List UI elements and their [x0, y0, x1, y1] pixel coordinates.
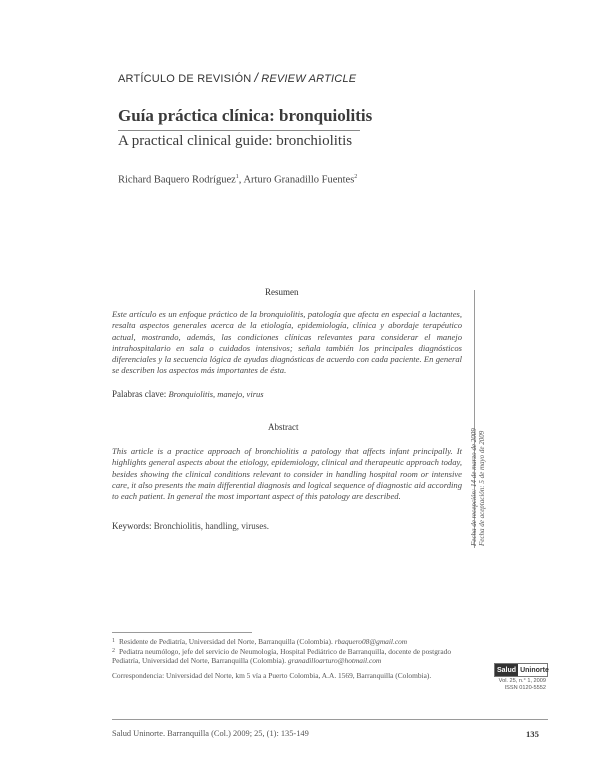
affiliation-mark: 1: [235, 174, 239, 180]
footer-divider: [112, 719, 548, 720]
abstract-heading: Abstract: [268, 422, 299, 432]
author-name: Arturo Granadillo Fuentes: [243, 174, 355, 186]
abstract-text: This article is a practice approach of bronchiolitis a patology that affects infant principally. It highlights general aspects about the etiology, epidemiology, clinical and therapeutic approach today, besides showing the clinical conditions relevant to consider in handling hospital room or intensive care, it also presents the main differential diagnosis and logical sequence of diagnostic aid according to each patient. In general the most important aspect of this patology are described.: [112, 446, 462, 502]
received-date: Fecha de recepción: 14 de marzo de 2009: [470, 428, 478, 546]
author-list: [118, 174, 357, 186]
logo-uninorte: Uninorte: [520, 666, 549, 674]
footnote-email: granadilloarturo@hotmail.com: [287, 656, 382, 666]
title-divider: [118, 130, 360, 131]
journal-info: [490, 678, 546, 692]
keywords-label: Keywords:: [112, 521, 152, 531]
article-title-en: A practical clinical guide: bronchiolitis: [118, 133, 353, 149]
affiliation-mark: 2: [354, 174, 358, 180]
footnote-divider: [112, 632, 252, 633]
keywords-en: [112, 521, 269, 531]
logo-salud: Salud: [495, 664, 518, 676]
footer-citation: Salud Uninorte. Barranquilla (Col.) 2009; 25, (1): 135-149: [112, 729, 309, 738]
correspondence-text: Universidad del Norte, km 5 vía a Puerto Colombia, A.A. 1569, Barranquilla (Colombia).: [166, 671, 432, 680]
footnote-email: rbaquero08@gmail.com: [334, 637, 408, 646]
section-separator: /: [254, 70, 259, 85]
article-title-es: Guía práctica clínica: bronquiolitis: [118, 106, 373, 125]
keywords-value: Bronchiolitis, handling, viruses.: [153, 521, 269, 531]
journal-logo: [494, 663, 548, 677]
section-label: [118, 70, 356, 85]
journal-volume: Vol. 25, n.° 1, 2009: [498, 678, 546, 684]
palabras-clave: [112, 389, 264, 399]
journal-issn: ISSN 0120-5552: [504, 685, 546, 691]
accepted-date: Fecha de aceptación: 5 de mayo de 2009: [478, 430, 486, 546]
footnote-number: 2: [112, 648, 115, 654]
page-number: 135: [526, 729, 539, 739]
submission-dates: [470, 428, 486, 546]
correspondence-label: Correspondencia:: [112, 671, 165, 680]
correspondence: [112, 671, 464, 680]
author-name: Richard Baquero Rodríguez: [118, 174, 236, 186]
author-separator: ,: [238, 174, 244, 186]
section-label-es: ARTÍCULO DE REVISIÓN: [118, 73, 252, 85]
footnote-1: [112, 637, 464, 646]
section-label-en: REVIEW ARTICLE: [261, 73, 357, 85]
footnote-2: [112, 647, 464, 665]
footnote-text: Pediatra neumólogo, jefe del servicio de Neumología, Hospital Pediátrico de Barranquilla, docente de postgrado Pediatría, Universidad del Norte, Barranquilla (Colombia).: [112, 647, 452, 666]
keywords-label: Palabras clave:: [112, 389, 167, 399]
resumen-heading: Resumen: [265, 287, 299, 297]
footnote-number: 1: [112, 638, 115, 644]
keywords-value: Bronquiolitis, manejo, virus: [168, 389, 264, 399]
footnote-text: Residente de Pediatría, Universidad del Norte, Barranquilla (Colombia).: [119, 637, 333, 646]
resumen-text: Este artículo es un enfoque práctico de la bronquiolitis, patología que afecta en especial a lactantes, resalta aspectos generales acerca de la etiología, epidemiología, clínica y abordaje terapéutico actual, mostrando, además, las condiciones clínicas relevantes para considerar el manejo intrahospitalario en sala o cuidados intensivos; señala también los principales diagnósticos diferenciales y la secuencia lógica de ayudas diagnósticas de acuerdo con cada paciente. En general se describen los aspectos más importantes de ésta.: [112, 309, 462, 376]
